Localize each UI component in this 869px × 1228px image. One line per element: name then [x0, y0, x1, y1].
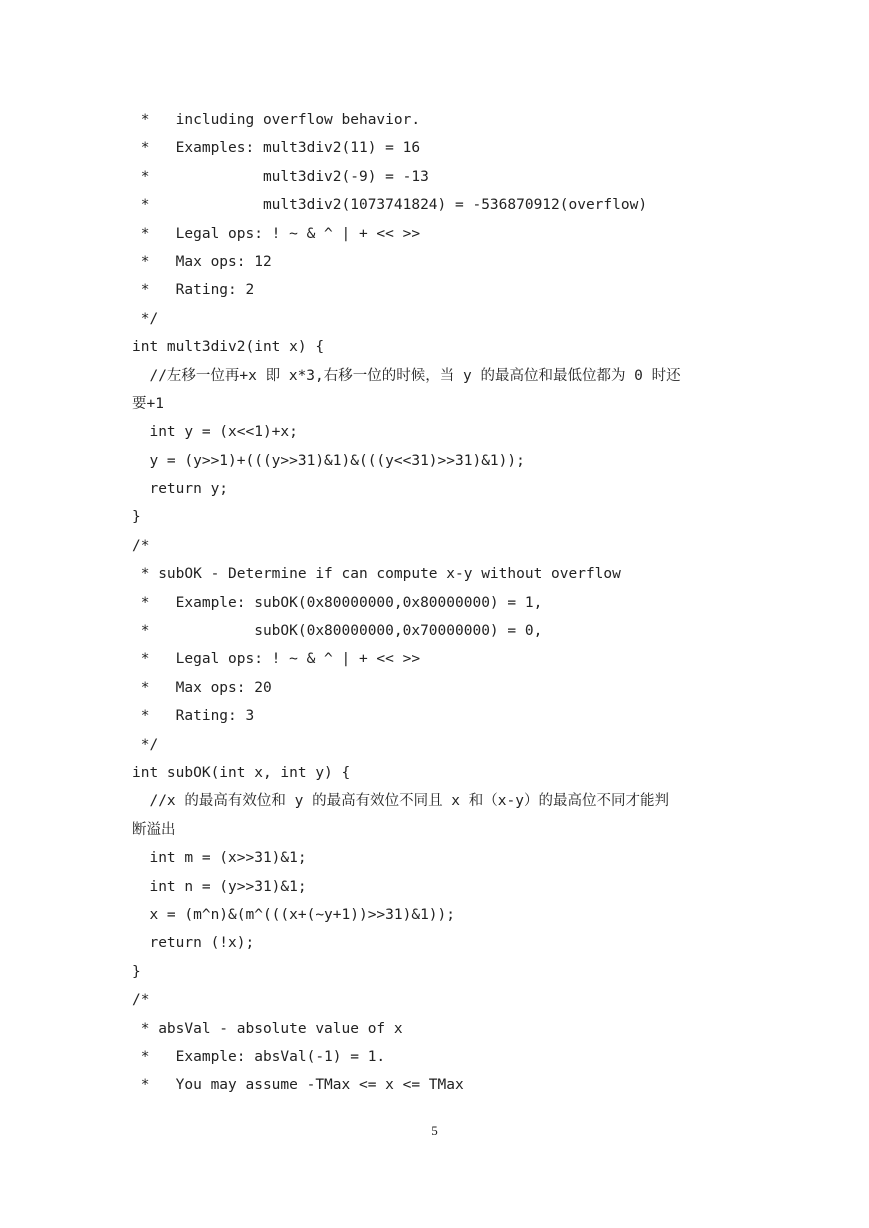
code-listing [132, 106, 772, 1100]
code-line: * Legal ops: ! ~ & ^ | + << >> [132, 225, 421, 242]
code-line: y = (y>>1)+(((y>>31)&1)&(((y<<31)>>31)&1)); [132, 452, 525, 469]
code-line: * mult3div2(1073741824) = -536870912(overflow) [132, 197, 648, 214]
code-line: int m = (x>>31)&1; [132, 850, 307, 867]
code-line: } [132, 509, 141, 526]
code-line: /* [132, 992, 150, 1009]
code-comment-line: //x 的最高有效位和 y 的最高有效位不同且 x 和（x-y）的最高位不同才能判 [132, 793, 669, 810]
code-line: * Example: subOK(0x80000000,0x80000000) = 1, [132, 594, 543, 611]
code-line: */ [132, 736, 159, 753]
code-line: } [132, 963, 141, 980]
code-line: int subOK(int x, int y) { [132, 764, 351, 781]
code-line: * Legal ops: ! ~ & ^ | + << >> [132, 651, 421, 668]
code-line: * including overflow behavior. [132, 112, 421, 128]
code-comment-line: //左移一位再+x 即 x*3,右移一位的时候，当 y 的最高位和最低位都为 0 时还 [132, 367, 681, 384]
code-line: * subOK(0x80000000,0x70000000) = 0, [132, 623, 543, 640]
code-line: * Max ops: 20 [132, 679, 272, 696]
code-line: int n = (y>>31)&1; [132, 878, 307, 895]
code-line: * You may assume -TMax <= x <= TMax [132, 1077, 464, 1094]
code-line: * Examples: mult3div2(11) = 16 [132, 140, 421, 157]
page-number: 5 [431, 1123, 438, 1138]
code-line: * subOK - Determine if can compute x-y without overflow [132, 566, 621, 583]
code-line: return y; [132, 481, 229, 498]
code-line: * Rating: 2 [132, 282, 255, 299]
code-line: int y = (x<<1)+x; [132, 424, 298, 441]
code-line: * Rating: 3 [132, 708, 255, 725]
code-line: * mult3div2(-9) = -13 [132, 168, 429, 185]
code-line: * Max ops: 12 [132, 253, 272, 270]
code-line: * absVal - absolute value of x [132, 1020, 403, 1037]
code-comment-line: 断溢出 [132, 821, 176, 838]
code-line: x = (m^n)&(m^(((x+(~y+1))>>31)&1)); [132, 906, 456, 923]
code-line: /* [132, 537, 150, 554]
code-line: */ [132, 310, 159, 327]
code-line: int mult3div2(int x) { [132, 339, 325, 356]
code-comment-line: 要+1 [132, 395, 164, 412]
code-line: return (!x); [132, 935, 255, 952]
code-line: * Example: absVal(-1) = 1. [132, 1048, 386, 1065]
